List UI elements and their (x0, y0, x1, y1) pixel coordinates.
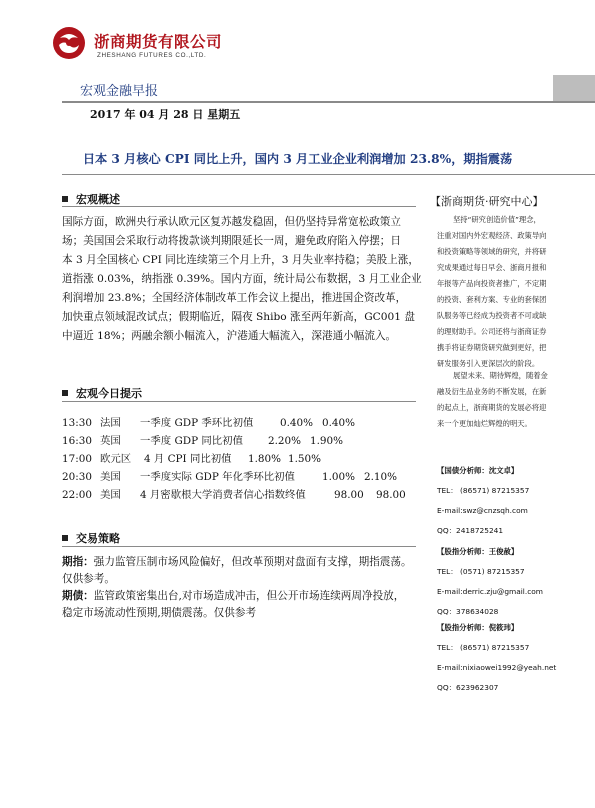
analyst-card: 【股指分析师：倪筱玮】 TEL： (86571) 87215357 E-mail:nixiaowei1992@yeah.net QQ：623962307 (437, 623, 557, 692)
header-divider (62, 101, 595, 103)
bullet-square-icon (62, 196, 68, 202)
calendar-row: 13:30 法国 一季度 GDP 季环比初值 0.40% 0.40% (62, 417, 356, 429)
section-divider (62, 546, 416, 547)
section-title-strategy: 交易策略 (62, 530, 120, 546)
sidebar-outlook: 展望未来、期待辉煌，随着金 融及衍生品业务的不断发展，在新 的起点上，浙商期货的发展必将迎 来一个更加灿烂辉煌的明天。 (437, 371, 548, 428)
strategy-label: 期指： (62, 556, 94, 568)
sidebar-title: 【浙商期货·研究中心】 (430, 195, 544, 208)
paragraph-line: 国际方面，欧洲央行承认欧元区复苏越发稳固，但仍坚持异常宽松政策立 (62, 216, 401, 228)
headline-divider (62, 174, 595, 175)
paragraph-line: 道指涨 0.03%，纳指涨 0.39%。国内方面，统计局公布数据，3 月工业企业 (62, 273, 422, 285)
section-divider (62, 401, 416, 402)
sidebar-intro: 坚持“研究创造价值”理念， 注重对国内外宏观经济、政策导向 和投资策略等领域的研究，并将研 究成果通过每日早会、浙商月报和 年报等产品向投资者推广，不定期 的投资、套利方案、专业的套保团 队服务等已经成为投资者不可或缺 的理财助手。公司还将与浙商证券 携手将证券期货研究做到更好，把 研发服务引入更深层次的阶段。 (437, 215, 547, 368)
section-divider (62, 206, 416, 207)
paragraph-line: 中逼近 18%；两融余额小幅流入，沪港通大幅流入，深港通小幅流入。 (62, 330, 397, 342)
calendar-row: 22:00 美国 4 月密歇根大学消费者信心指数终值 98.00 98.00 (62, 489, 406, 501)
section-title-calendar: 宏观今日提示 (62, 385, 142, 401)
strategy-bond-futures: 期债：监管政策密集出台,对市场造成冲击，但公开市场连续两周净投放， 稳定市场流动性预期,期债震荡。仅供参考 (62, 590, 405, 619)
paragraph-line: 场；美国国会采取行动将拨款谈判期限延长一周，避免政府陷入停摆；日 (62, 235, 401, 247)
headline: 日本 3 月核心 CPI 同比上升，国内 3 月工业企业利润增加 23.8%，期指震荡 (82, 152, 513, 166)
calendar-row: 16:30 英国 一季度 GDP 同比初值 2.20% 1.90% (62, 435, 344, 447)
report-date: 2017 年 04 月 28 日 星期五 (90, 108, 241, 121)
paragraph-line: 本 3 月全国核心 CPI 同比连续第三个月上升，3 月失业率持稳；美股上涨， (62, 254, 419, 266)
macro-overview-paragraph (62, 213, 422, 346)
bullet-square-icon (62, 535, 68, 541)
analyst-email-link[interactable]: E-mail:nixiaowei1992@yeah.net (437, 663, 557, 672)
calendar-row: 17:00 欧元区 4 月 CPI 同比初值 1.80% 1.50% (62, 453, 322, 465)
company-logo-icon (52, 26, 86, 60)
report-type: 宏观金融早报 (80, 84, 159, 99)
paragraph-line: 加快重点领域混改试点；假期临近，隔夜 Shibo 涨至两年新高，GC001 盘 (62, 311, 415, 323)
analyst-email-link[interactable]: E-mail:swz@cnzsqh.com (437, 506, 528, 515)
header-accent-block (553, 75, 595, 101)
strategy-label: 期债： (62, 590, 94, 602)
analyst-card: 【国债分析师：沈文卓】 TEL： (86571) 87215357 E-mail:swz@cnzsqh.com QQ：2418725241 (437, 466, 530, 535)
strategy-index-futures: 期指：强力监管压制市场风险偏好，但改革预期对盘面有支撑，期指震荡。 仅供参考。 (62, 556, 412, 585)
calendar-row: 20:30 美国 一季度实际 GDP 年化季环比初值 1.00% 2.10% (62, 471, 398, 483)
analyst-card: 【股指分析师：王俊赦】 TEL： (0571) 87215357 E-mail:derric.zju@gmail.com QQ：378634028 (437, 547, 543, 616)
company-name-cn: 浙商期货有限公司 (94, 33, 223, 51)
section-title-macro-overview: 宏观概述 (62, 191, 120, 207)
paragraph-line: 利润增加 23.8%；全国经济体制改革工作会议上提出，推进国企资改革， (62, 292, 407, 304)
company-name-en: ZHESHANG FUTURES CO.,LTD. (97, 52, 207, 59)
bullet-square-icon (62, 390, 68, 396)
analyst-email-link[interactable]: E-mail:derric.zju@gmail.com (437, 587, 543, 596)
